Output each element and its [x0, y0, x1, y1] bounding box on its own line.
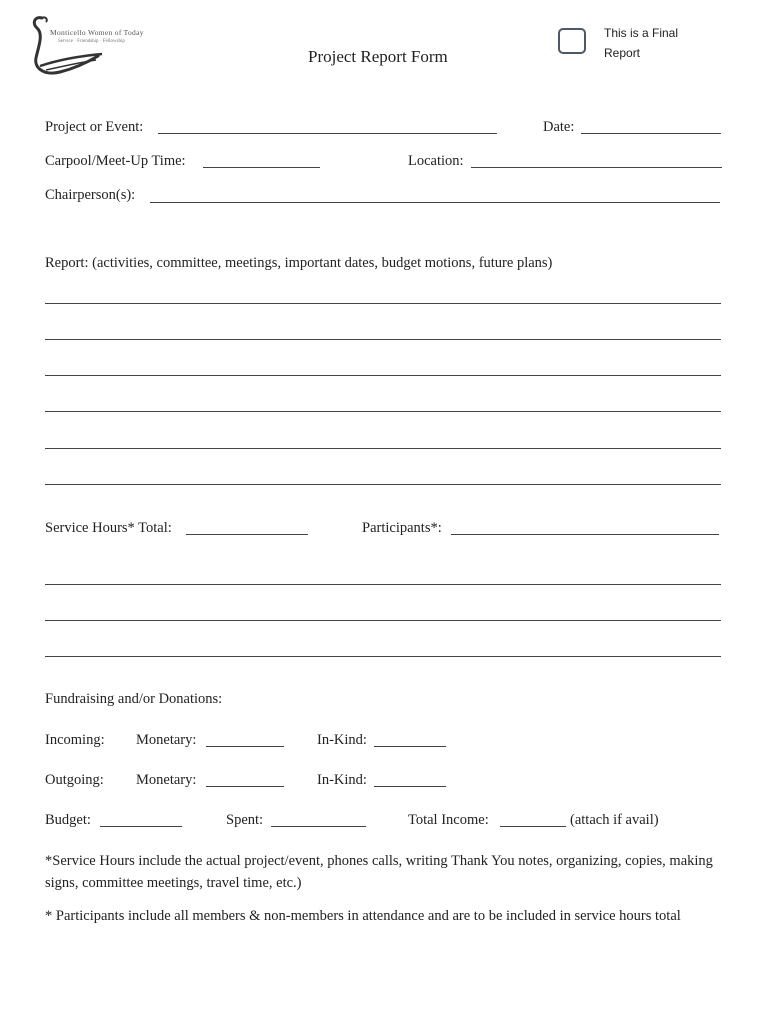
spent-label: Spent:: [226, 812, 264, 828]
report-line[interactable]: [45, 411, 721, 412]
report-line[interactable]: [45, 339, 721, 340]
participants-line[interactable]: [45, 656, 721, 657]
service-hours-field[interactable]: [186, 534, 308, 535]
outgoing-label: Outgoing:: [45, 772, 104, 788]
participants-line[interactable]: [45, 584, 721, 585]
organization-logo: [28, 10, 158, 80]
incoming-label: Incoming:: [45, 732, 105, 748]
participants-note: * Participants include all members & non-members in attendance and are to be included in service hours total: [45, 908, 681, 924]
service-hours-label: Service Hours* Total:: [45, 520, 172, 536]
outgoing-monetary-label: Monetary:: [136, 772, 197, 788]
outgoing-in-kind-field[interactable]: [374, 786, 446, 787]
location-label: Location:: [408, 153, 464, 169]
date-label: Date:: [543, 119, 575, 135]
carpool-time-label: Carpool/Meet-Up Time:: [45, 153, 186, 169]
participants-line[interactable]: [45, 620, 721, 621]
page-title: Project Report Form: [308, 47, 448, 66]
final-report-label: This is a Final Report: [604, 26, 679, 60]
location-field[interactable]: [471, 167, 722, 168]
incoming-in-kind-label: In-Kind:: [317, 732, 367, 748]
swan-logo-icon: [28, 10, 158, 80]
participants-label: Participants*:: [362, 520, 442, 536]
service-hours-note: *Service Hours include the actual project/event, phones calls, writing Thank You notes, organizing, copies, making signs, committee meetings, travel time, etc.): [45, 853, 713, 891]
total-income-field[interactable]: [500, 826, 566, 827]
budget-field[interactable]: [100, 826, 182, 827]
incoming-monetary-field[interactable]: [206, 746, 284, 747]
outgoing-monetary-field[interactable]: [206, 786, 284, 787]
report-line[interactable]: [45, 303, 721, 304]
incoming-in-kind-field[interactable]: [374, 746, 446, 747]
budget-label: Budget:: [45, 812, 91, 828]
project-or-event-field[interactable]: [158, 133, 497, 134]
chairpersons-field[interactable]: [150, 202, 720, 203]
attach-note: (attach if avail): [570, 812, 659, 828]
date-field[interactable]: [581, 133, 721, 134]
outgoing-in-kind-label: In-Kind:: [317, 772, 367, 788]
logo-name: Monticello Women of Today: [50, 28, 144, 37]
fundraising-heading: Fundraising and/or Donations:: [45, 691, 223, 707]
total-income-label: Total Income:: [408, 812, 489, 828]
participants-field[interactable]: [451, 534, 719, 535]
chairpersons-label: Chairperson(s):: [45, 187, 136, 203]
incoming-monetary-label: Monetary:: [136, 732, 197, 748]
project-or-event-label: Project or Event:: [45, 119, 144, 135]
logo-tagline: Service · Friendship · Fellowship: [58, 39, 125, 44]
carpool-time-field[interactable]: [203, 167, 320, 168]
report-line[interactable]: [45, 375, 721, 376]
report-label: Report: (activities, committee, meetings, important dates, budget motions, future plans): [45, 255, 553, 271]
final-report-checkbox[interactable]: [558, 28, 586, 54]
report-line[interactable]: [45, 448, 721, 449]
spent-field[interactable]: [271, 826, 366, 827]
report-line[interactable]: [45, 484, 721, 485]
